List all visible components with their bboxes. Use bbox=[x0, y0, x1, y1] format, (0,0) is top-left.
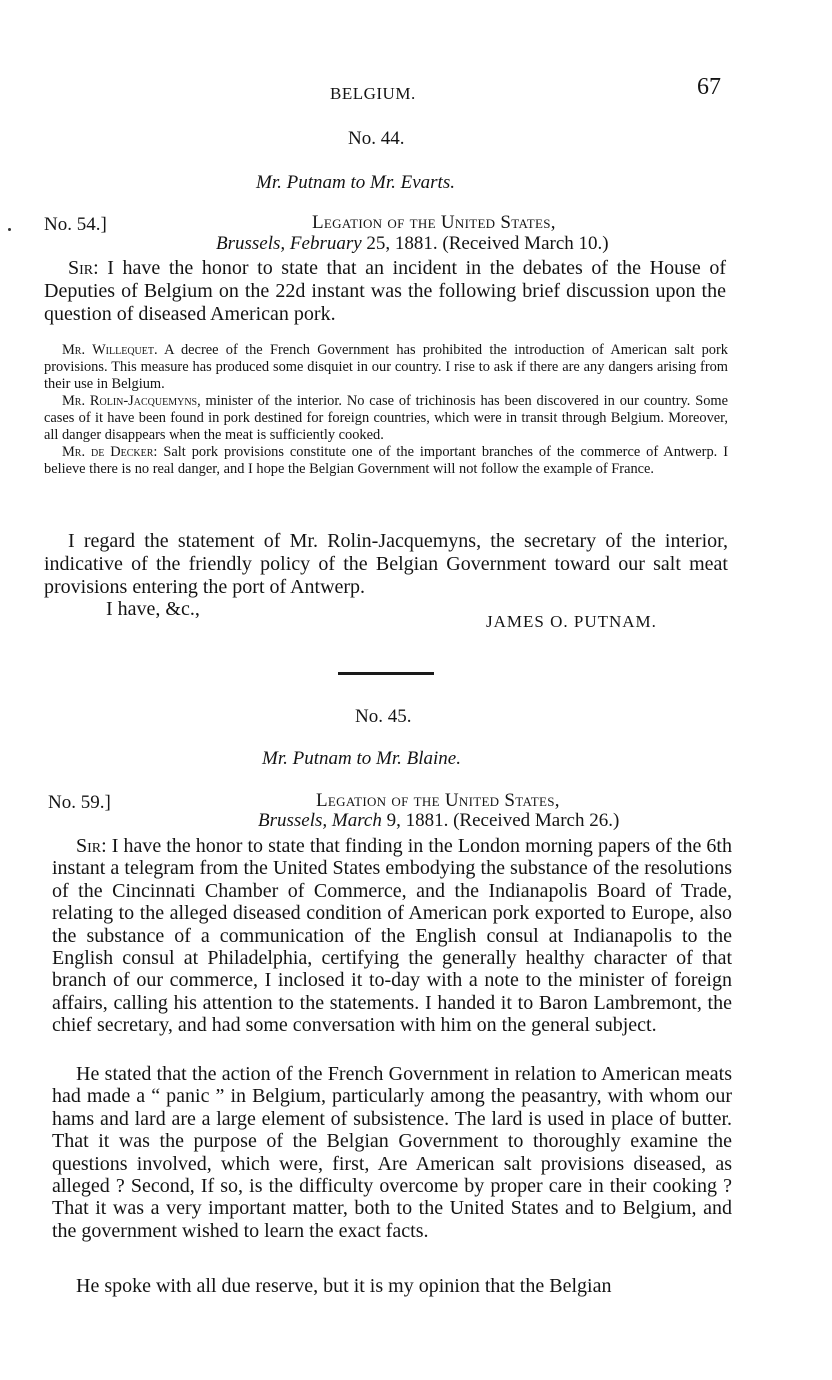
dateline bbox=[216, 233, 609, 255]
salutation: Sir bbox=[76, 835, 102, 857]
body-paragraph bbox=[52, 835, 732, 1037]
running-head: BELGIUM. bbox=[330, 84, 416, 103]
dateline-month: March bbox=[331, 810, 382, 831]
dateline-rest: 25, 1881. (Received March 10.) bbox=[366, 233, 609, 254]
dateline-rest: 9, 1881. (Received March 26.) bbox=[386, 810, 620, 831]
document-title: Mr. Putnam to Mr. Blaine. bbox=[262, 748, 461, 769]
dateline bbox=[258, 810, 619, 832]
complimentary-close: I have, &c., bbox=[106, 598, 200, 620]
speaker-name: Mr. Willequet. bbox=[62, 342, 158, 358]
body-paragraph: He spoke with all due reserve, but it is my opinion that the Belgian bbox=[76, 1275, 612, 1297]
statement-text: A decree of the French Government has prohibited the introduction of American salt pork provisions. This measure has produced some disquiet in our country. I rise to ask if there are any dangers arising from their use in Belgium. bbox=[44, 342, 728, 392]
margin-speck bbox=[8, 228, 11, 231]
debate-statement bbox=[44, 393, 728, 444]
statement-text: Salt pork provisions constitute one of the important branches of the commerce of Antwerp. I believe there is no real danger, and I hope the Belgian Government will not follow the example of France. bbox=[44, 444, 728, 477]
despatch-reference: No. 59.] bbox=[48, 792, 111, 813]
dateline-place: Brussels, bbox=[258, 810, 328, 831]
debate-statement bbox=[44, 444, 728, 478]
paragraph-text: : I have the honor to state that finding in the London morning papers of the 6th instant a telegram from the United States embodying the substance of the resolutions of the Cincinnati Chamber of Commerce, and the Indianapolis Board of Trade, relating to the alleged diseased condition of American pork exported to Europe, also the substance of a communication of the English consul at Indianapolis to the English consul at Philadelphia, certifying the generally healthy character of that branch of our commerce, I inclosed it to-day with a note to the minister of foreign affairs, calling his attention to the statements. I handed it to Baron Lambremont, the chief secretary, and had some conversation with him on the general subject. bbox=[52, 835, 732, 1037]
salutation: Sir bbox=[68, 257, 94, 279]
speaker-name: Mr. de Decker: bbox=[62, 444, 158, 460]
legation-heading: Legation of the United States, bbox=[312, 212, 556, 233]
opening-text: : I have the honor to state that an incident in the debates of the House of Deputies of Belgium on the 22d instant was the following brief discussion upon the question of diseased American pork. bbox=[44, 257, 726, 326]
speaker-name: Mr. Rolin-Jacquemyns, bbox=[62, 393, 201, 409]
debate-extract bbox=[44, 342, 728, 478]
legation-heading: Legation of the United States, bbox=[316, 790, 560, 811]
closing-paragraph: I regard the statement of Mr. Rolin-Jacquemyns, the secretary of the interior, indicative of the friendly policy of the Belgian Government toward our salt meat provisions entering the port of Antwerp. bbox=[44, 530, 728, 599]
body-paragraph: He stated that the action of the French Government in relation to American meats had made a “ panic ” in Belgium, particularly among the peasantry, with whom our hams and lard are a large element of subsistence. The lard is used in place of butter. That it was the purpose of the Belgian Government to thoroughly examine the questions involved, which were, first, Are American salt provisions diseased, as alleged ? Second, If so, is the difficulty overcome by proper care in their cooking ? That it was a very important matter, both to the United States and to Belgium, and the government wished to learn the exact facts. bbox=[52, 1063, 732, 1242]
debate-statement bbox=[44, 342, 728, 393]
statement-text: minister of the interior. No case of trichinosis has been discovered in our country. Some cases of it have been found in pork destined for foreign countries, which were in transit through Belgium. Moreover, all danger disappears when the meat is sufficiently cooked. bbox=[44, 393, 728, 443]
signature: JAMES O. PUTNAM. bbox=[486, 612, 657, 631]
document-title: Mr. Putnam to Mr. Evarts. bbox=[256, 172, 455, 193]
page-number: 67 bbox=[697, 74, 721, 100]
dateline-month: February bbox=[289, 233, 362, 254]
document-number: No. 45. bbox=[355, 706, 412, 727]
dateline-place: Brussels, bbox=[216, 233, 286, 254]
opening-paragraph bbox=[44, 257, 726, 327]
section-divider bbox=[338, 672, 434, 675]
despatch-reference: No. 54.] bbox=[44, 214, 107, 235]
document-number: No. 44. bbox=[348, 128, 405, 149]
